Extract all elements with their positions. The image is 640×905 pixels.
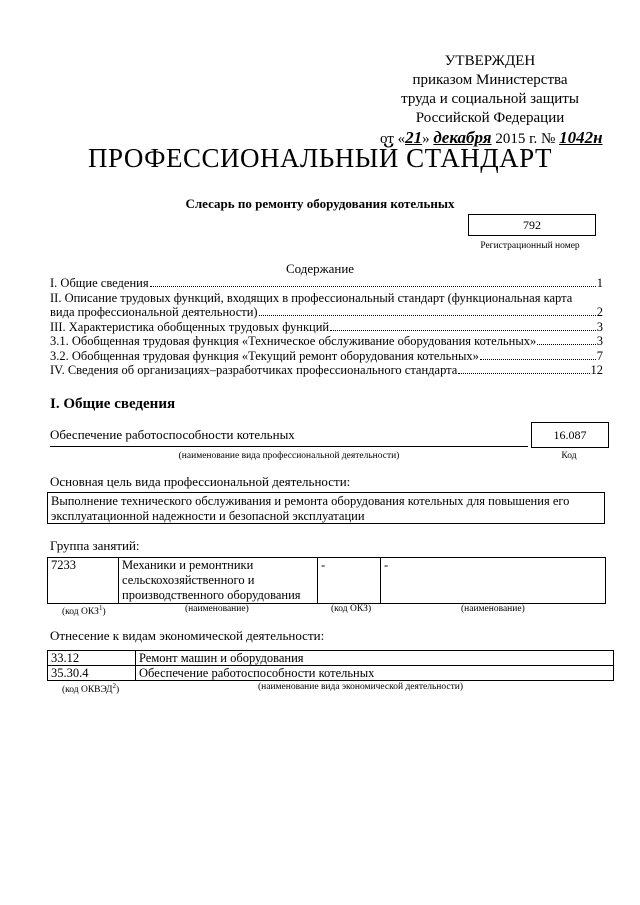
toc-item-text: I. Общие сведения: [50, 276, 149, 290]
okved-name-cell: Ремонт машин и оборудования: [136, 651, 614, 666]
toc-item[interactable]: [50, 334, 603, 349]
date-day: 21: [405, 128, 423, 147]
okz-name-caption-2: (наименование): [461, 604, 525, 614]
toc-item-page: 1: [596, 276, 603, 290]
approval-heading: УТВЕРЖДЕН: [444, 53, 536, 69]
toc-item-page: 12: [590, 363, 603, 377]
economic-activity-label: Отнесение к видам экономической деятельности:: [50, 628, 325, 643]
activity-name: Обеспечение работоспособности котельных: [50, 427, 295, 442]
approval-country-line: Российской Федерации: [415, 110, 565, 126]
date-mid: »: [422, 131, 430, 147]
toc-item[interactable]: [50, 363, 603, 378]
goal-text: Выполнение технического обслуживания и ремонта оборудования котельных для повышения его эксплуатационной надежности и безопасной эксплуатации: [47, 492, 605, 524]
toc-item-page: 3: [596, 334, 603, 348]
okz-code-caption-2: (код ОКЗ): [331, 604, 372, 614]
activity-code-box: 16.087: [531, 422, 609, 448]
activity-underline: [50, 446, 528, 447]
economic-activity-table: [47, 650, 614, 681]
date-month: декабря: [433, 128, 492, 147]
table-row: [48, 558, 606, 604]
okz-name-caption: (наименование): [185, 604, 249, 614]
toc-item-text: 3.1. Обобщенная трудовая функция «Техническое обслуживание оборудования котельных»: [50, 334, 537, 348]
order-number: 1042н: [559, 128, 603, 147]
toc-item-text: 3.2. Обобщенная трудовая функция «Текущий ремонт оборудования котельных»: [50, 348, 479, 363]
okved-name-caption: (наименование вида экономической деятельности): [258, 682, 463, 692]
registration-number-box: 792: [468, 214, 596, 236]
toc-item-text-continued: вида профессиональной деятельности): [50, 305, 258, 319]
activity-code-caption: Код: [561, 451, 577, 461]
toc-title: Содержание: [285, 261, 355, 276]
okz-code-cell-2: -: [318, 558, 381, 604]
okz-name-cell-2: -: [381, 558, 606, 604]
approval-block: [380, 52, 603, 149]
okz-code-cell: 7233: [48, 558, 119, 604]
date-year: 2015 г. №: [491, 131, 556, 147]
standard-name: Слесарь по ремонту оборудования котельных: [185, 196, 455, 211]
okved-code-cell: 33.12: [48, 651, 136, 666]
okved-name-cell: Обеспечение работоспособности котельных: [136, 666, 614, 681]
toc-item-page: 2: [596, 305, 603, 319]
table-row: [48, 666, 614, 681]
table-row: [48, 651, 614, 666]
okved-code-caption: (код ОКВЭД$^2$): [62, 682, 120, 696]
okz-name-cell: Механики и ремонтники сельскохозяйственного и производственного оборудования: [119, 558, 318, 604]
registration-number-label: Регистрационный номер: [480, 241, 580, 251]
date-prefix: от «: [380, 131, 406, 147]
section-heading: I. Общие сведения: [50, 396, 176, 412]
activity-caption: (наименование вида профессиональной деятельности): [178, 451, 400, 461]
toc-item-text: III. Характеристика обобщенных трудовых функций: [50, 319, 330, 334]
toc-item[interactable]: [50, 349, 603, 364]
toc-item-text: II. Описание трудовых функций, входящих в профессиональный стандарт (функциональная карта: [50, 290, 573, 305]
okz-code-caption: (код ОКЗ$^1$): [62, 604, 106, 618]
toc-item[interactable]: [50, 291, 603, 320]
toc-item-page: 3: [596, 319, 603, 334]
table-of-contents: [50, 276, 603, 378]
toc-item-page: 7: [596, 348, 603, 363]
okved-code-cell: 35.30.4: [48, 666, 136, 681]
toc-item[interactable]: [50, 320, 603, 335]
approval-ministry-line: труда и социальной защиты: [401, 91, 579, 107]
goal-label: Основная цель вида профессиональной деятельности:: [50, 474, 351, 489]
approval-order-line: приказом Министерства: [412, 72, 568, 88]
occupation-group-label: Группа занятий:: [50, 538, 140, 553]
occupation-group-table: [47, 557, 606, 604]
toc-item-text: IV. Сведения об организациях–разработчиках профессионального стандарта: [50, 363, 458, 377]
document-title: ПРОФЕССИОНАЛЬНЫЙ СТАНДАРТ: [87, 143, 553, 173]
toc-item[interactable]: [50, 276, 603, 291]
